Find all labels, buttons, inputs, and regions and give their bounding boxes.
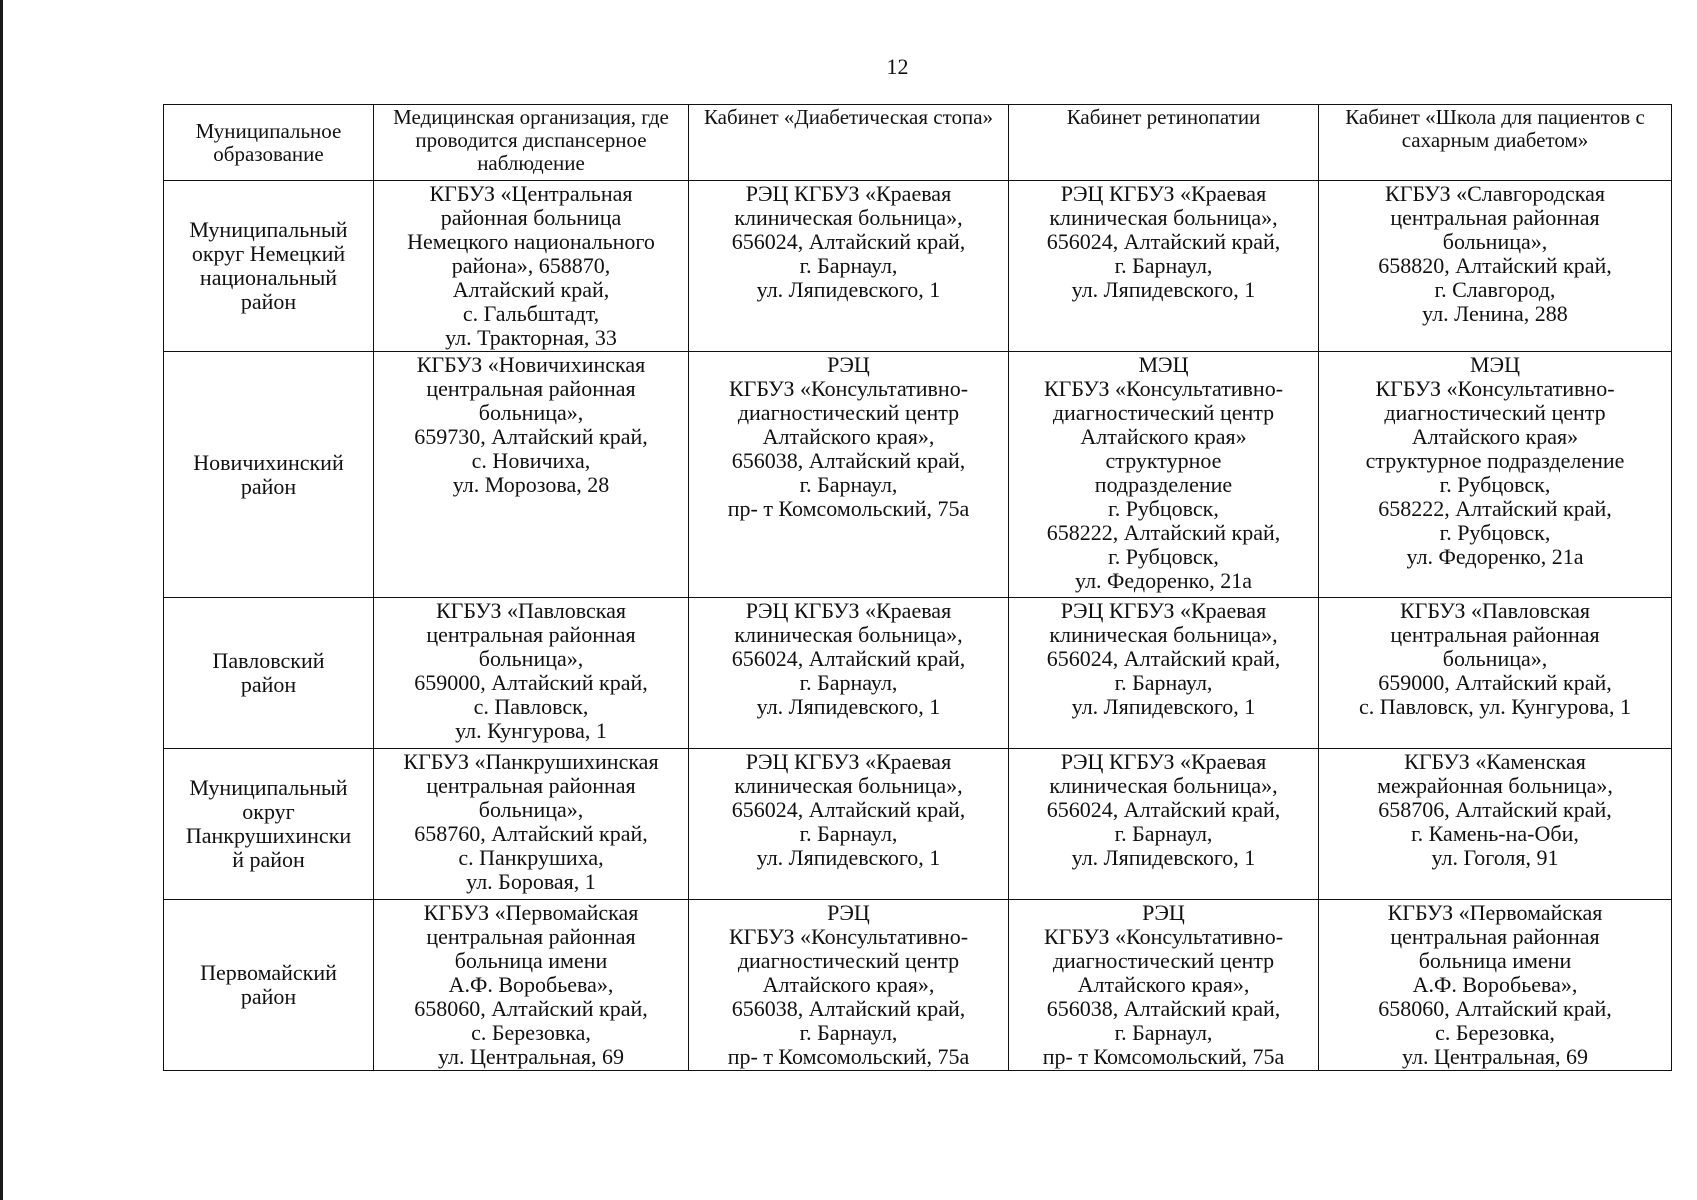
page-number: 12 [886, 54, 909, 79]
cell-retinopathy: МЭЦ КГБУЗ «Консультативно- диагностический центр Алтайского края» структурное подразделение г. Рубцовск, 658222, Алтайский край, г. Рубцовск, ул. Федоренко, 21а [1009, 352, 1319, 598]
dispensary-table [163, 104, 1672, 1071]
cell-municipality: Муниципальный округ Немецкий национальный район [164, 181, 374, 352]
cell-medical-organization: КГБУЗ «Панкрушихинская центральная районная больница», 658760, Алтайский край, с. Панкрушиха, ул. Боровая, 1 [374, 749, 689, 900]
cell-diabetic-foot: РЭЦ КГБУЗ «Консультативно- диагностический центр Алтайского края», 656038, Алтайский край, г. Барнаул, пр- т Комсомольский, 75а [689, 352, 1009, 598]
cell-diabetes-school: КГБУЗ «Павловская центральная районная больница», 659000, Алтайский край, с. Павловск, ул. Кунгурова, 1 [1319, 598, 1672, 749]
cell-medical-organization: КГБУЗ «Новичихинская центральная районная больница», 659730, Алтайский край, с. Новичиха, ул. Морозова, 28 [374, 352, 689, 598]
cell-diabetic-foot: РЭЦ КГБУЗ «Краевая клиническая больница», 656024, Алтайский край, г. Барнаул, ул. Ляпидевского, 1 [689, 749, 1009, 900]
header-medical-organization: Медицинская организация, где проводится диспансерное наблюдение [374, 105, 689, 181]
cell-diabetes-school: КГБУЗ «Славгородская центральная районная больница», 658820, Алтайский край, г. Славгород, ул. Ленина, 288 [1319, 181, 1672, 352]
table-row [164, 900, 1672, 1071]
cell-retinopathy: РЭЦ КГБУЗ «Краевая клиническая больница», 656024, Алтайский край, г. Барнаул, ул. Ляпидевского, 1 [1009, 749, 1319, 900]
cell-municipality: Новичихинский район [164, 352, 374, 598]
cell-retinopathy: РЭЦ КГБУЗ «Консультативно- диагностический центр Алтайского края», 656038, Алтайский край, г. Барнаул, пр- т Комсомольский, 75а [1009, 900, 1319, 1071]
cell-medical-organization: КГБУЗ «Павловская центральная районная больница», 659000, Алтайский край, с. Павловск, ул. Кунгурова, 1 [374, 598, 689, 749]
cell-diabetes-school: КГБУЗ «Каменская межрайонная больница», 658706, Алтайский край, г. Камень-на-Оби, ул. Гоголя, 91 [1319, 749, 1672, 900]
scan-edge-line [0, 0, 3, 1200]
cell-diabetes-school: МЭЦ КГБУЗ «Консультативно- диагностический центр Алтайского края» структурное подразделение г. Рубцовск, 658222, Алтайский край, г. Рубцовск, ул. Федоренко, 21а [1319, 352, 1672, 598]
header-retinopathy: Кабинет ретинопатии [1009, 105, 1319, 181]
cell-retinopathy: РЭЦ КГБУЗ «Краевая клиническая больница», 656024, Алтайский край, г. Барнаул, ул. Ляпидевского, 1 [1009, 598, 1319, 749]
cell-municipality: Павловский район [164, 598, 374, 749]
cell-retinopathy: РЭЦ КГБУЗ «Краевая клиническая больница», 656024, Алтайский край, г. Барнаул, ул. Ляпидевского, 1 [1009, 181, 1319, 352]
header-diabetic-foot: Кабинет «Диабетическая стопа» [689, 105, 1009, 181]
cell-diabetes-school: КГБУЗ «Первомайская центральная районная больница имени А.Ф. Воробьева», 658060, Алтайский край, с. Березовка, ул. Центральная, 69 [1319, 900, 1672, 1071]
table-row [164, 352, 1672, 598]
table-row [164, 749, 1672, 900]
cell-municipality: Первомайский район [164, 900, 374, 1071]
header-diabetes-school: Кабинет «Школа для пациентов с сахарным диабетом» [1319, 105, 1672, 181]
table-header-row [164, 105, 1672, 181]
header-municipality: Муниципальное образование [164, 105, 374, 181]
cell-medical-organization: КГБУЗ «Центральная районная больница Немецкого национального района», 658870, Алтайский край, с. Гальбштадт, ул. Тракторная, 33 [374, 181, 689, 352]
cell-diabetic-foot: РЭЦ КГБУЗ «Краевая клиническая больница», 656024, Алтайский край, г. Барнаул, ул. Ляпидевского, 1 [689, 598, 1009, 749]
cell-municipality: Муниципальный округ Панкрушихински й район [164, 749, 374, 900]
table-row [164, 181, 1672, 352]
cell-diabetic-foot: РЭЦ КГБУЗ «Краевая клиническая больница», 656024, Алтайский край, г. Барнаул, ул. Ляпидевского, 1 [689, 181, 1009, 352]
table-row [164, 598, 1672, 749]
cell-diabetic-foot: РЭЦ КГБУЗ «Консультативно- диагностический центр Алтайского края», 656038, Алтайский край, г. Барнаул, пр- т Комсомольский, 75а [689, 900, 1009, 1071]
cell-medical-organization: КГБУЗ «Первомайская центральная районная больница имени А.Ф. Воробьева», 658060, Алтайский край, с. Березовка, ул. Центральная, 69 [374, 900, 689, 1071]
